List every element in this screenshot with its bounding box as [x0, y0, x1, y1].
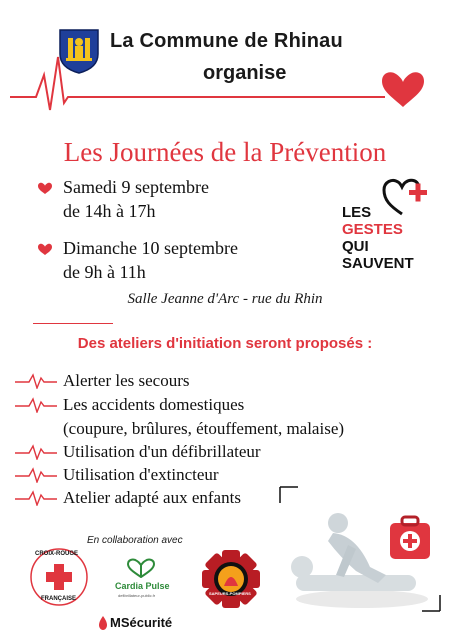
cardia-pulse-name: Cardia Pulse: [115, 581, 170, 591]
firefighters-text: SAPEURS-POMPIERS: [209, 591, 251, 596]
workshop-item: Utilisation d'un défibrillateur: [63, 442, 261, 461]
cardia-pulse-icon: [126, 558, 156, 578]
workshops-heading: Des ateliers d'initiation seront proposés :: [77, 335, 373, 352]
cpr-illustration: [278, 483, 442, 613]
ecg-divider: [0, 55, 450, 115]
cardia-pulse-sub: defibrillateur-public.fr: [118, 593, 156, 598]
date-1-day: Samedi 9 septembre: [63, 177, 209, 197]
collaboration-label: En collaboration avec: [87, 535, 183, 546]
workshop-item-detail: (coupure, brûlures, étouffement, malaise): [63, 419, 345, 438]
heart-bullet-icon: [38, 243, 52, 256]
heart-icon: [382, 72, 424, 107]
date-2-day: Dimanche 10 septembre: [63, 238, 238, 258]
pulse-bullet-icon: [15, 444, 57, 460]
gestes-heart-icon: [382, 176, 428, 218]
gestes-logo-line1: LES: [342, 204, 372, 221]
workshop-item: Utilisation d'extincteur: [63, 465, 219, 484]
mssecurite-name: MSécurité: [110, 615, 173, 630]
pulse-bullet-icon: [15, 397, 57, 413]
mssecurite-icon: [98, 616, 108, 630]
croix-rouge-text-bottom: FRANÇAISE: [41, 596, 77, 602]
date-1-time: de 14h à 17h: [63, 201, 156, 221]
workshop-item: Alerter les secours: [63, 371, 190, 390]
workshop-item: Les accidents domestiques: [63, 395, 245, 414]
venue: Salle Jeanne d'Arc - rue du Rhin: [127, 291, 323, 307]
date-2-time: de 9h à 11h: [63, 262, 146, 282]
header-title-line2: organise: [203, 62, 287, 84]
heart-bullet-icon: [38, 182, 52, 195]
gestes-logo-line4: SAUVENT: [342, 255, 414, 272]
workshop-item: Atelier adapté aux enfants: [63, 488, 241, 507]
firefighters-badge-logo: [200, 548, 262, 610]
header-title-line1: La Commune de Rhinau: [110, 30, 343, 52]
pulse-bullet-icon: [15, 467, 57, 483]
pulse-bullet-icon: [15, 490, 57, 506]
croix-rouge-text-top: CROIX-ROUGE: [35, 551, 79, 557]
gestes-logo-line3: QUI: [342, 238, 369, 255]
pulse-bullet-icon: [15, 373, 57, 389]
gestes-logo-line2: GESTES: [342, 221, 403, 238]
divider-line: [33, 323, 113, 324]
event-title: Les Journées de la Prévention: [63, 137, 387, 167]
